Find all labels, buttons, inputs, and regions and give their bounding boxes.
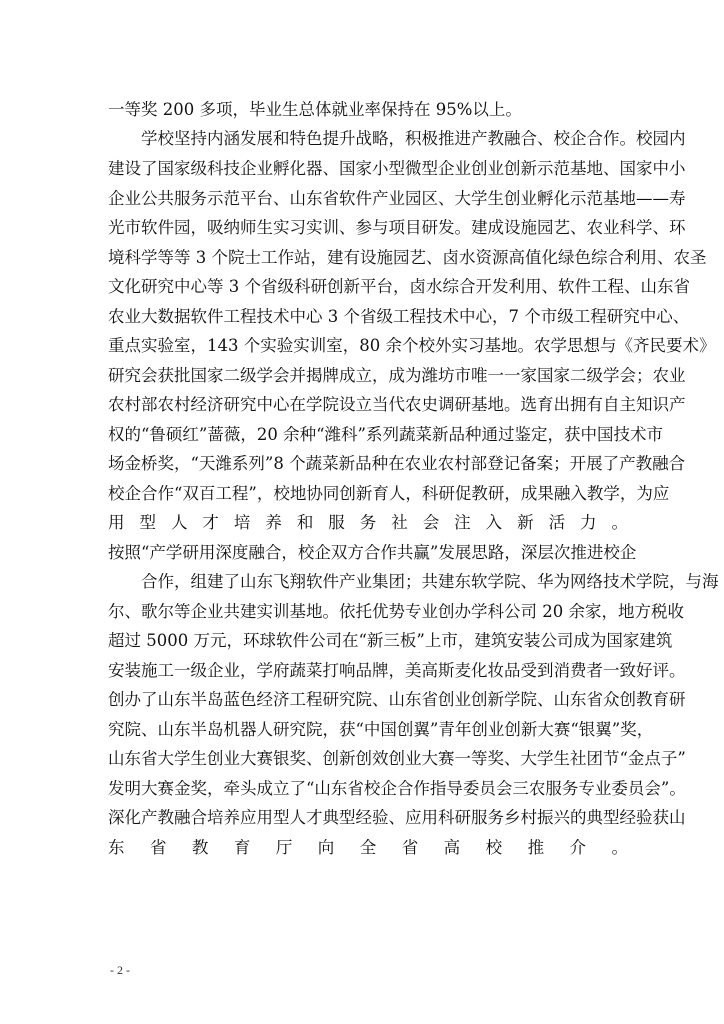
- text-line: 企业公共服务示范平台、山东省软件产业园区、大学生创业孵化示范基地——寿: [108, 189, 686, 208]
- text-line: 发明大赛金奖，牵头成立了“山东省校企合作指导委员会三农服务专业委员会”。: [108, 779, 686, 798]
- page-number: - 2 -: [110, 963, 130, 977]
- text-line: 光市软件园，吸纳师生实习实训、参与项目研发。建成设施园艺、农业科学、环: [108, 218, 686, 237]
- text-line: 超过 5000 万元，环球软件公司在“新三板”上市，建筑安装公司成为国家建筑: [108, 631, 673, 650]
- text-line: 权的“鲁硕红”蔷薇，20 余种“潍科”系列蔬菜新品种通过鉴定，获中国技术市: [108, 425, 663, 444]
- text-line: 究院、山东半岛机器人研究院，获“中国创翼”青年创业创新大赛“银翼”奖，: [108, 720, 654, 739]
- text-line: 重点实验室，143 个实验实训室，80 余个校外实习基地。农学思想与《齐民要术》: [108, 336, 716, 355]
- text-line: 尔、歌尔等企业共建实训基地。依托优势专业创办学科公司 20 余家，地方税收: [108, 602, 684, 621]
- text-line: 文化研究中心等 3 个省级科研创新平台，卤水综合开发利用、软件工程、山东省: [108, 277, 690, 296]
- text-line: 深化产教融合培养应用型人才典型经验、应用科研服务乡村振兴的典型经验获山: [108, 808, 686, 827]
- text-line: 学校坚持内涵发展和特色提升战略，积极推进产教融合、校企合作。校园内: [141, 129, 686, 148]
- text-line: 境科学等等 3 个院士工作站，建有设施园艺、卤水资源高值化绿色综合利用、农圣: [108, 248, 707, 267]
- text-line: 建设了国家级科技企业孵化器、国家小型微型企业创业创新示范基地、国家中小: [108, 159, 686, 178]
- text-line: 场金桥奖，“天潍系列”8 个蔬菜新品种在农业农村部登记备案；开展了产教融合: [108, 454, 686, 473]
- text-line: 东省教育厅向全省高校推介。: [108, 838, 628, 857]
- text-line: 山东省大学生创业大赛银奖、创新创效创业大赛一等奖、大学生社团节“金点子”: [108, 749, 686, 768]
- text-line: 合作，组建了山东飞翔软件产业集团；共建东软学院、华为网络技术学院，与海: [141, 572, 719, 591]
- text-line: 按照“产学研用深度融合，校企双方合作共赢”发展思路，深层次推进校企: [108, 543, 637, 562]
- text-line: 安装施工一级企业，学府蔬菜打响品牌，美高斯麦化妆品受到消费者一致好评。: [108, 661, 686, 680]
- text-line: 创办了山东半岛蓝色经济工程研究院、山东省创业创新学院、山东省众创教育研: [108, 690, 686, 709]
- text-line: 农业大数据软件工程技术中心 3 个省级工程技术中心，7 个市级工程研究中心、: [108, 307, 690, 326]
- text-line: 研究会获批国家二级学会并揭牌成立，成为潍坊市唯一一家国家二级学会；农业: [108, 366, 686, 385]
- text-line: 农村部农村经济研究中心在学院设立当代农史调研基地。选育出拥有自主知识产: [108, 395, 686, 414]
- text-line: 一等奖 200 多项，毕业生总体就业率保持在 95%以上。: [108, 100, 522, 119]
- text-line: 用型人才培养和服务社会注入新活力。: [108, 513, 628, 532]
- text-line: 校企合作“双百工程”，校地协同创新育人，科研促教研，成果融入教学，为应: [108, 484, 670, 503]
